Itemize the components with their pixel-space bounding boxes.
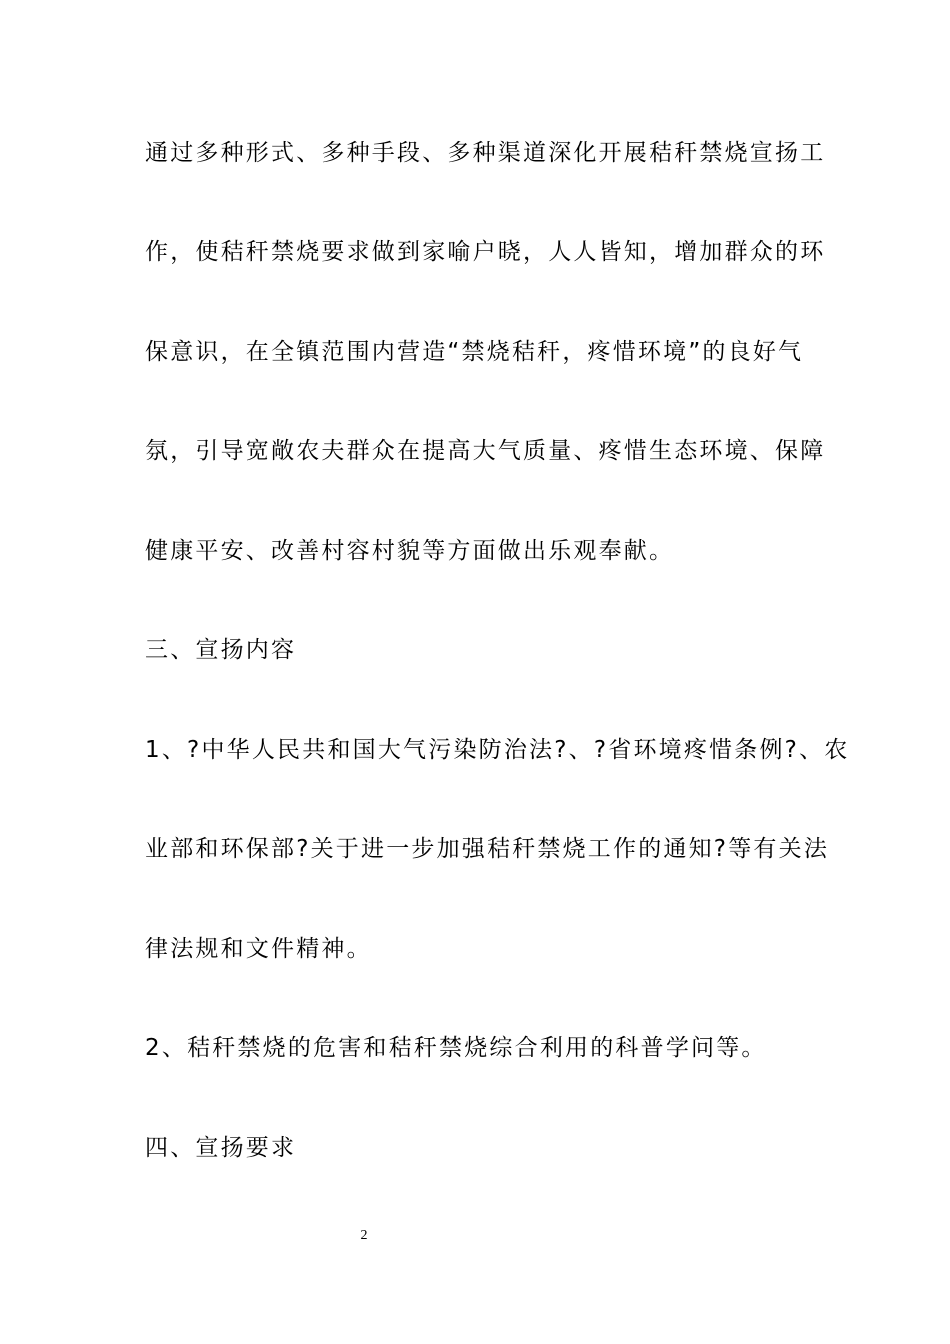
list-item-line: 律法规和文件精神。: [145, 936, 372, 962]
paragraph-line: 健康平安、改善村容村貌等方面做出乐观奉献。: [145, 538, 675, 564]
section-heading: 三、宣扬内容: [145, 637, 297, 663]
page-number: 2: [360, 1228, 368, 1243]
list-item-line: 业部和环保部?关于进一步加强秸秆禁烧工作的通知?等有关法: [145, 836, 830, 862]
paragraph-line: 保意识，在全镇范围内营造“禁烧秸秆，疼惜环境”的良好气: [145, 339, 804, 365]
list-item-line: 2、秸秆禁烧的危害和秸秆禁烧综合利用的科普学问等。: [145, 1035, 767, 1061]
section-heading: 四、宣扬要求: [145, 1135, 297, 1161]
paragraph-line: 通过多种形式、多种手段、多种渠道深化开展秸秆禁烧宣扬工: [145, 140, 826, 166]
list-item-line: 1、?中华人民共和国大气污染防治法?、?省环境疼惜条例?、农: [145, 737, 850, 763]
paragraph-line: 氛，引导宽敞农夫群众在提高大气质量、疼惜生态环境、保障: [145, 438, 826, 464]
paragraph-line: 作，使秸秆禁烧要求做到家喻户晓，人人皆知，增加群众的环: [145, 239, 826, 265]
